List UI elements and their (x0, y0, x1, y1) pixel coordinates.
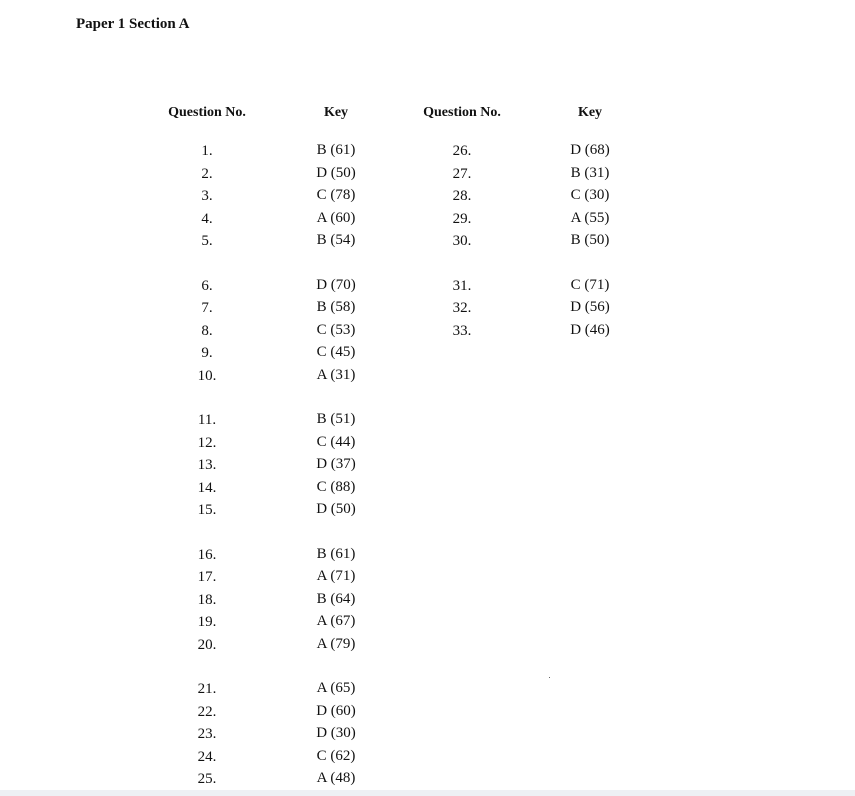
answer-key: B (31) (570, 164, 610, 181)
question-number: 15. (197, 502, 217, 519)
section-title: Paper 1 Section A (76, 16, 190, 32)
question-number: 28. (452, 188, 472, 205)
question-number: 3. (201, 188, 213, 205)
answer-key: C (62) (316, 747, 356, 764)
question-number: 21. (197, 681, 217, 697)
question-number: 33. (452, 322, 472, 339)
question-number: 14. (197, 479, 217, 496)
answer-key: A (48) (316, 770, 356, 787)
question-number: 7. (201, 300, 213, 317)
answer-key: B (61) (316, 142, 356, 158)
answer-key: C (45) (316, 344, 356, 361)
header-question-no-right: Question No. (423, 105, 501, 120)
question-number: 17. (197, 569, 217, 586)
question-number: 20. (197, 636, 217, 653)
question-number: 11. (197, 412, 217, 428)
answer-key: B (64) (316, 590, 356, 607)
question-number: 27. (452, 165, 472, 182)
question-number: 32. (452, 300, 472, 317)
question-number: 4. (201, 210, 213, 227)
answer-key: C (71) (570, 276, 610, 293)
answer-key: A (60) (316, 209, 356, 226)
question-number: 2. (201, 165, 213, 182)
answer-key: D (50) (316, 501, 356, 518)
answer-key: C (78) (316, 187, 356, 204)
answer-key: B (58) (316, 299, 356, 316)
answer-key: A (65) (316, 680, 356, 696)
question-number: 25. (197, 771, 217, 788)
answer-key: C (88) (316, 478, 356, 495)
question-number: 12. (197, 434, 217, 451)
answer-key: A (31) (316, 366, 356, 383)
answer-key: C (44) (316, 433, 356, 450)
question-number: 30. (452, 233, 472, 250)
answer-key: A (55) (570, 209, 610, 226)
answer-key: A (79) (316, 635, 356, 652)
question-number: 31. (452, 277, 472, 294)
answer-key: D (50) (316, 164, 356, 181)
question-number: 29. (452, 210, 472, 227)
header-key-right: Key (577, 105, 603, 120)
answer-key: D (37) (316, 456, 356, 473)
answer-key: D (70) (316, 276, 356, 293)
answer-key: B (50) (570, 232, 610, 249)
answer-key: D (30) (316, 725, 356, 742)
question-number: 18. (197, 591, 217, 608)
scan-speck (549, 677, 550, 678)
question-number: 6. (201, 277, 213, 294)
answer-key: B (51) (316, 411, 356, 427)
question-number: 26. (452, 143, 472, 159)
header-key-left: Key (323, 105, 349, 120)
answer-key: D (60) (316, 702, 356, 719)
answer-key: A (67) (316, 613, 356, 630)
question-number: 13. (197, 457, 217, 474)
question-number: 5. (201, 233, 213, 250)
answer-key: A (71) (316, 568, 356, 585)
question-number: 19. (197, 614, 217, 631)
question-number: 9. (201, 345, 213, 362)
question-number: 23. (197, 726, 217, 743)
header-question-no-left: Question No. (168, 105, 246, 120)
answer-key: D (68) (570, 142, 610, 158)
question-number: 24. (197, 748, 217, 765)
answer-key: C (53) (316, 321, 356, 338)
answer-key: C (30) (570, 187, 610, 204)
question-number: 16. (197, 546, 217, 563)
answer-key: D (46) (570, 321, 610, 338)
question-number: 8. (201, 322, 213, 339)
question-number: 1. (201, 143, 213, 159)
answer-key: B (54) (316, 232, 356, 249)
question-number: 22. (197, 703, 217, 720)
viewer-bottom-edge (0, 790, 855, 796)
answer-key: B (61) (316, 545, 356, 562)
answer-key: D (56) (570, 299, 610, 316)
question-number: 10. (197, 367, 217, 384)
